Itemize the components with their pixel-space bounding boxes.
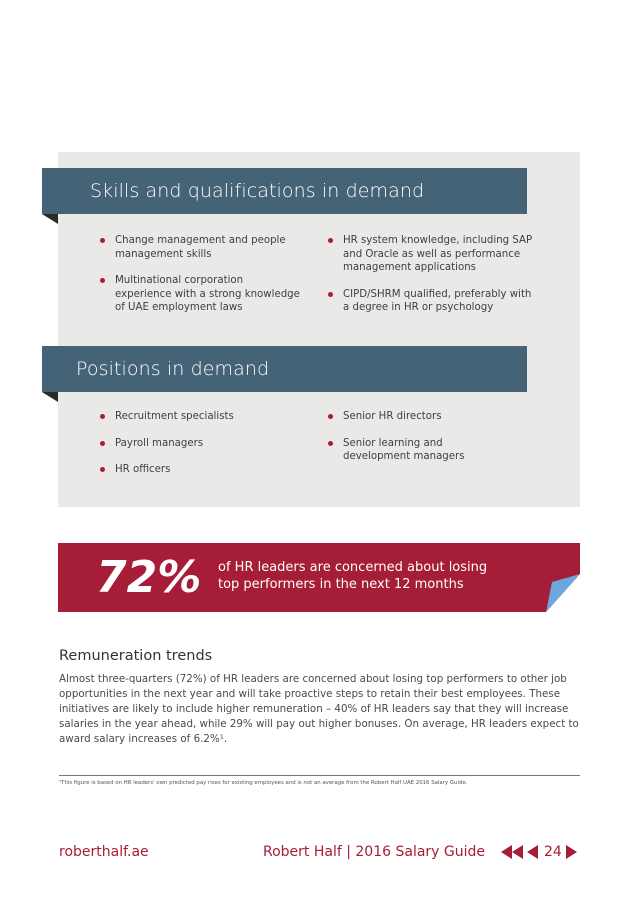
section-title: Remuneration trends bbox=[59, 648, 213, 664]
bullet-icon bbox=[328, 238, 333, 243]
bullet-icon bbox=[100, 467, 105, 472]
bullet-icon bbox=[328, 414, 333, 419]
banner-fold bbox=[42, 392, 58, 402]
positions-list-right bbox=[328, 410, 478, 477]
bullet-icon bbox=[100, 414, 105, 419]
footer-site-link[interactable]: roberthalf.ae bbox=[59, 844, 149, 860]
bullet-icon bbox=[328, 441, 333, 446]
page-curl-icon bbox=[546, 574, 580, 612]
footer-title: Robert Half | 2016 Salary Guide bbox=[263, 844, 486, 860]
body-paragraph: Almost three-quarters (72%) of HR leaders are concerned about losing top performers to other job opportunities in the next year and will take proactive steps to retain their best employees. These initiatives are likely to include higher remuneration – 40% of HR leaders say that they will increase salaries in the year ahead, while 29% will pay out higher bonuses. On average, HR leaders expect to award salary increases of 6.2%¹. bbox=[59, 673, 579, 745]
list-item: Senior HR directors bbox=[328, 410, 478, 424]
right-arrow-icon[interactable] bbox=[566, 845, 577, 859]
stat-line: top performers in the next 12 months bbox=[218, 577, 464, 592]
bullet-icon bbox=[100, 278, 105, 283]
skills-heading: Skills and qualifications in demand bbox=[42, 168, 527, 214]
list-item: Change management and people management skills bbox=[100, 234, 300, 261]
list-item: Recruitment specialists bbox=[100, 410, 300, 424]
skills-list-left bbox=[100, 234, 300, 328]
list-item: HR system knowledge, including SAP and Oracle as well as performance management applications bbox=[328, 234, 538, 275]
skills-list-right bbox=[328, 234, 538, 328]
double-left-arrow-icon[interactable] bbox=[501, 845, 523, 859]
left-arrow-icon[interactable] bbox=[527, 845, 538, 859]
list-item: CIPD/SHRM qualified, preferably with a degree in HR or psychology bbox=[328, 288, 538, 315]
list-item: Payroll managers bbox=[100, 437, 300, 451]
list-item: HR officers bbox=[100, 463, 300, 477]
divider bbox=[59, 775, 580, 776]
stat-line: of HR leaders are concerned about losing bbox=[218, 560, 488, 575]
page-number: 24 bbox=[544, 844, 562, 860]
bullet-icon bbox=[328, 292, 333, 297]
stat-description bbox=[218, 559, 538, 593]
bullet-icon bbox=[100, 238, 105, 243]
footnote: ¹This figure is based on HR leaders' own predicted pay rises for existing employees and is not an average from the Robert Half UAE 2016 Salary Guide. bbox=[59, 780, 468, 786]
list-item: Multinational corporation experience with a strong knowledge of UAE employment laws bbox=[100, 274, 300, 315]
banner-fold bbox=[42, 214, 58, 224]
stat-value: 72% bbox=[96, 552, 202, 603]
bullet-icon bbox=[100, 441, 105, 446]
positions-heading: Positions in demand bbox=[42, 346, 527, 392]
positions-list-left bbox=[100, 410, 300, 490]
list-item: Senior learning and development managers bbox=[328, 437, 478, 464]
